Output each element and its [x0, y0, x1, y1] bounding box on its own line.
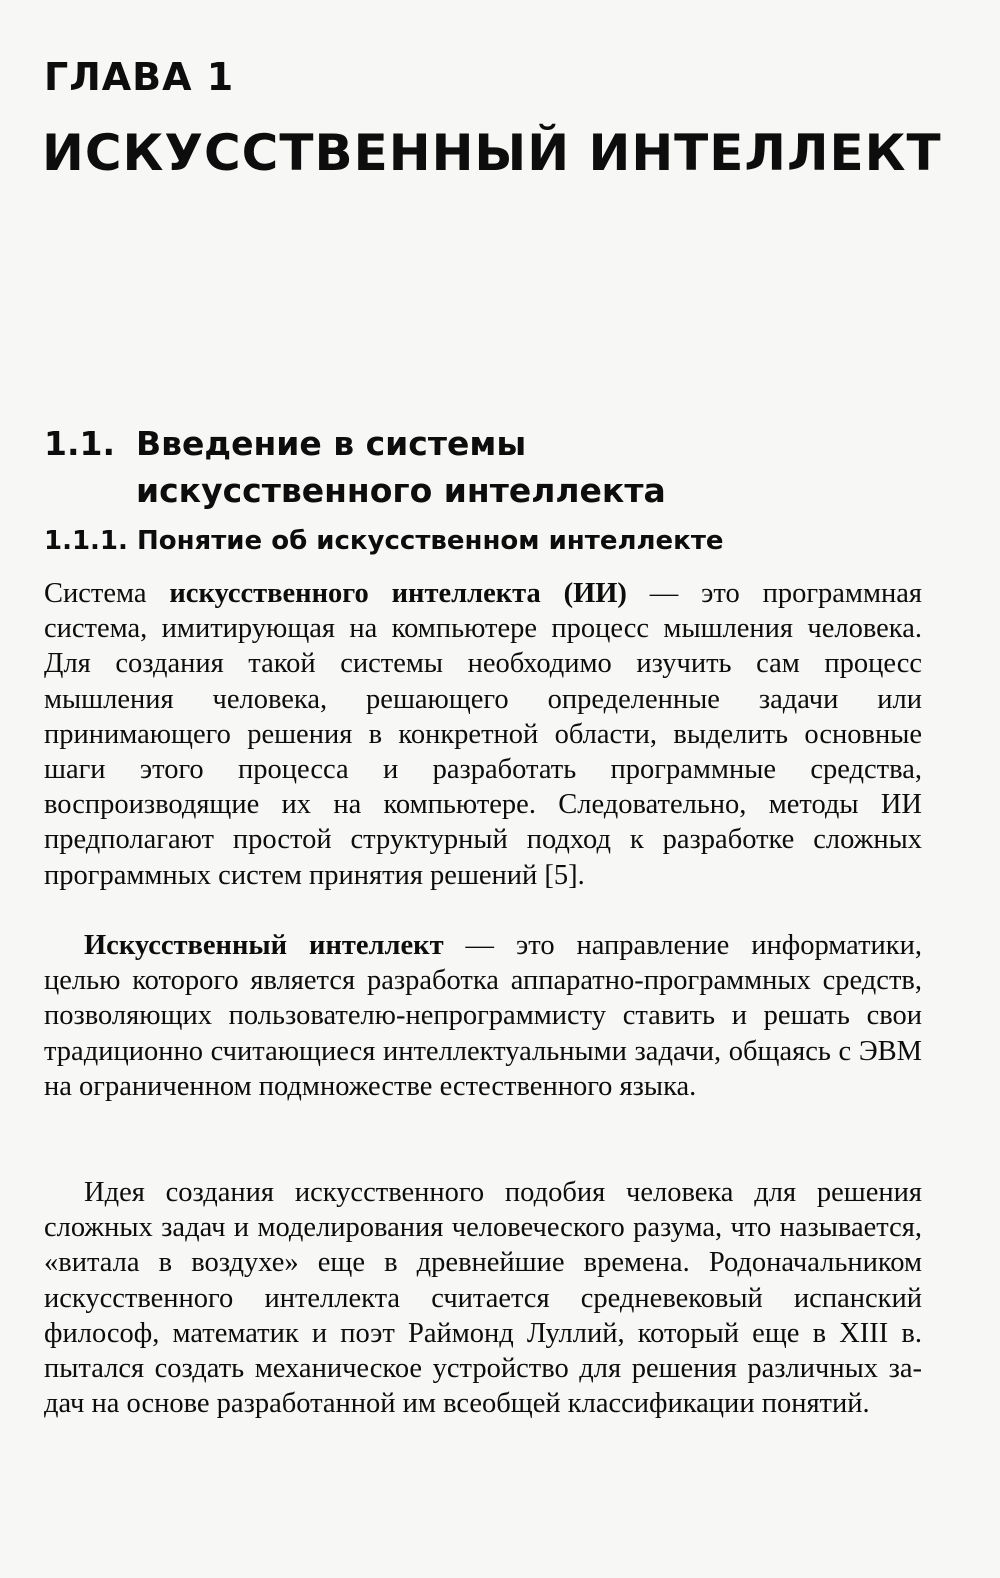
section-heading — [44, 420, 944, 514]
section-title-line1: Введение в системы — [136, 424, 527, 463]
paragraph-ai-history: Идея создания искусственного подобия человека для решения сложных задач и моделирования человеческого разума, что называется, «витала в воздухе» еще в древнейшие времена. Родоначальником искусственного интеллекта считается средневековый испанский философ, математик и поэт Раймонд Луллий, который еще в XIII в. пытался создать механическое устройство для решения различных задач на основе разработанной им всеобщей классификации понятий. — [44, 1177, 922, 1420]
paragraph-ai-definition — [44, 928, 922, 1104]
section-number: 1.1. — [44, 424, 115, 463]
term-ai: Искусственный интеллект — [84, 930, 444, 961]
chapter-label: ГЛАВА 1 — [44, 55, 235, 99]
paragraph-ai-system-definition — [44, 576, 922, 893]
paragraph-body: — это направление информатики, целью которого является разработка аппаратно-программных средств, позволяющих пользователю-непрограммисту ставить и решать свои традиционно считающиеся интеллектуальными задачи, общаясь с ЭВМ на ограниченном подмножестве естественного языка. — [44, 930, 922, 1102]
paragraph-lead: Система — [44, 578, 170, 609]
subsection-heading: 1.1.1. Понятие об искусственном интеллекте — [44, 526, 724, 556]
chapter-title: ИСКУССТВЕННЫЙ ИНТЕЛЛЕКТ — [42, 124, 942, 182]
section-title-line2: искусственного интеллекта — [136, 471, 666, 510]
term-ai-system: искусственного интеллекта (ИИ) — [169, 578, 627, 609]
paragraph-body: — это программная система, имитирующая на компьютере процесс мышления человека. Для создания такой системы необходимо изучить сам процесс мышления человека, решающего определенные задачи или принимающего решения в конкретной области, выделить основные шаги этого процесса и разработать программные средства, воспроизводящие их на компьютере. Следовательно, методы ИИ предполагают простой структурный подход к разработке сложных программных систем принятия решений [5]. — [44, 578, 922, 891]
